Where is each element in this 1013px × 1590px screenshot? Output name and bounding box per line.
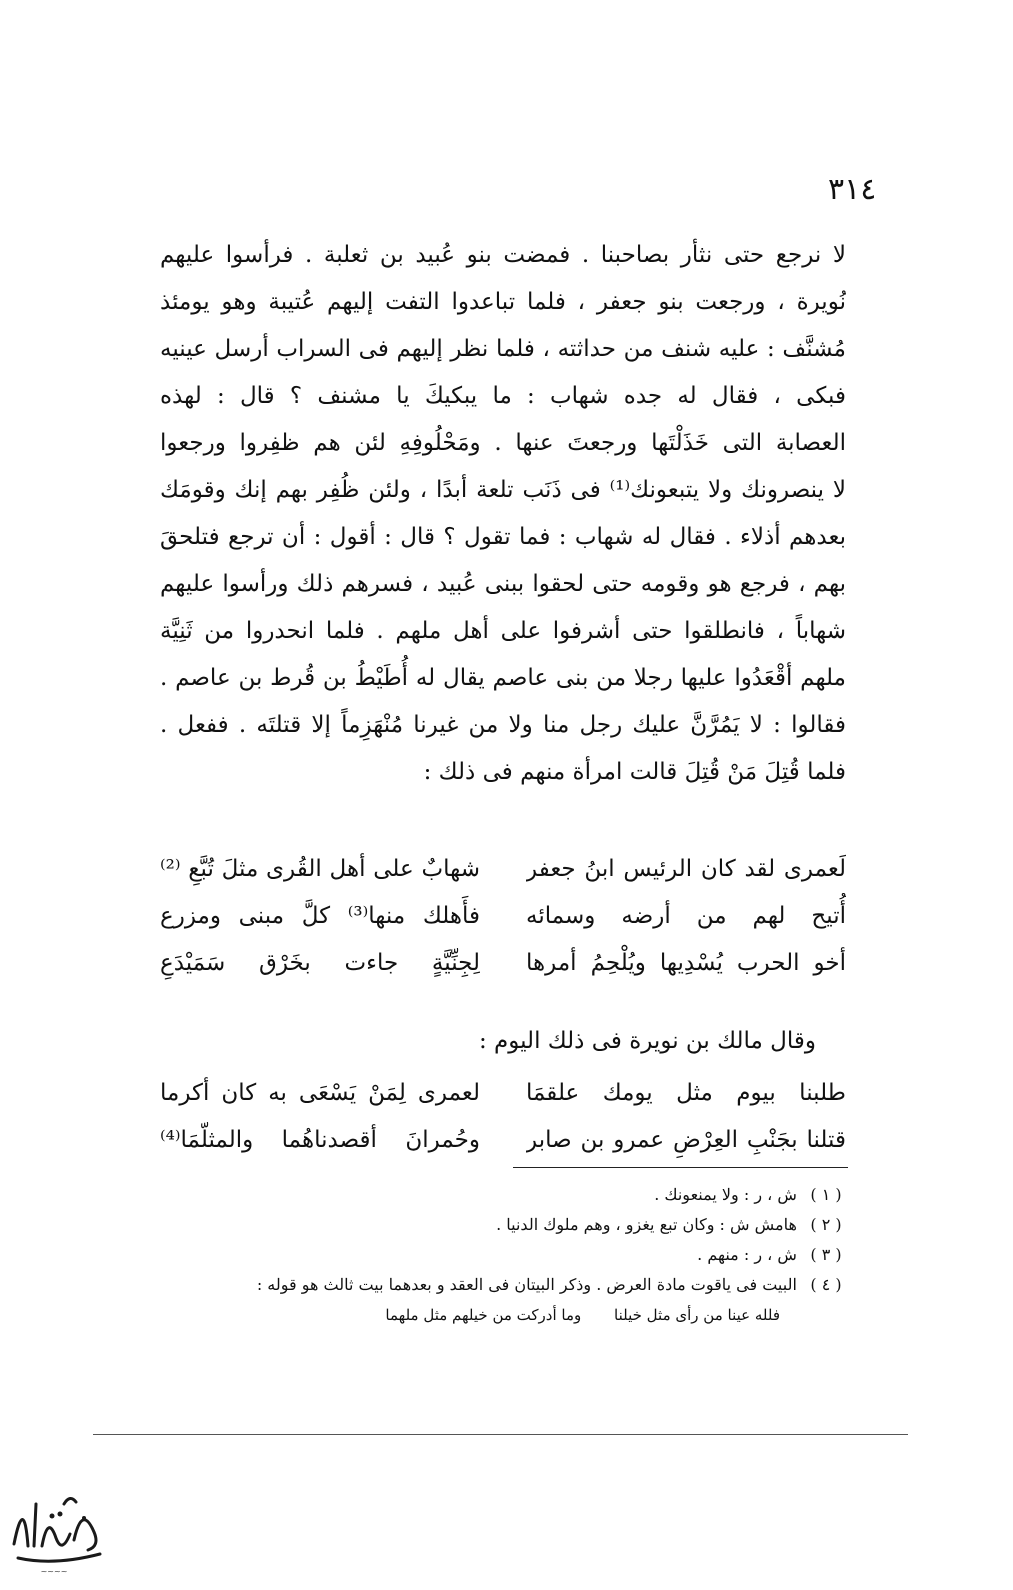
footnote-text: ش ، ر : منهم . [697, 1245, 797, 1264]
paragraph-line: شهاباً ، فانطلقوا حتى أشرفوا على أهل ملهم . فلما انحدروا من ثَنِيَّة [160, 618, 846, 644]
footnote [200, 1210, 850, 1240]
calligraphic-seal-icon [4, 1474, 108, 1578]
footnote-text: هامش ش : وكان تبع يغزو ، وهم ملوك الدنيا . [496, 1215, 797, 1234]
paragraph-line: فلما قُتِلَ مَنْ قُتِلَ قالت امرأة منهم فى ذلك : [423, 759, 846, 785]
paragraph-line: فبكى ، فقال له جده شهاب : ما يبكيكَ يا مشنف ؟ قال : لهذه [160, 383, 846, 409]
verse-first-hemistich: أُتيح لهم من أرضه وسمائه [526, 903, 846, 929]
paragraph-line: لا نرجع حتى نثأر بصاحبنا . فمضت بنو عُبيد بن ثعلبة . فرأسوا عليهم [160, 242, 846, 268]
poem-verse [160, 940, 846, 987]
verse-second-hemistich: شهابٌ على أهل القُرى مثلَ تُبَّعِ ⁽²⁾ [160, 856, 480, 882]
footnote-verse-second: وما أدركت من خيلهم مثل ملهما [385, 1306, 582, 1324]
verse-first-hemistich: أخو الحرب يُسْدِيها ويُلْحِمُ أمرها [526, 950, 846, 976]
poem-first [160, 846, 846, 987]
poem-verse [160, 893, 846, 940]
footnote-number: ( ١ ) [810, 1185, 842, 1204]
footnote-divider [513, 1167, 848, 1168]
footnotes [200, 1180, 850, 1330]
footnote [200, 1270, 850, 1300]
seal-caption: ~~~~ [40, 1567, 68, 1576]
footnote-verse [200, 1300, 850, 1330]
footnote-text: ش ، ر : ولا يمنعونك . [654, 1185, 797, 1204]
paragraph-line: فقالوا : لا يَمُرَّنَّ عليك رجل منا ولا من غيرنا مُنْهَزِماً إلا قتلتَه . ففعل . [160, 712, 846, 738]
poem-verse [160, 846, 846, 893]
narration-line: وقال مالك بن نويرة فى ذلك اليوم : [478, 1028, 816, 1054]
footnote [200, 1180, 850, 1210]
verse-second-hemistich: لعمرى لِمَنْ يَسْعَى به كان أكرما [160, 1080, 480, 1106]
verse-first-hemistich: قتلنا بجَنْبِ العِرْضِ عمرو بن صابر [526, 1127, 846, 1153]
footnote-number: ( ٢ ) [810, 1215, 842, 1234]
seal-drawing [4, 1474, 108, 1578]
footnote-number: ( ٤ ) [810, 1275, 842, 1294]
poem-verse [160, 1117, 846, 1164]
bottom-divider [93, 1434, 908, 1435]
paragraph-line: ملهم أقْعَدُوا عليها رجلا من بنى عاصم يقال له أُطَيْطُ بن قُرط بن عاصم . [160, 665, 846, 691]
paragraph-line: بهم ، فرجع هو وقومه حتى لحقوا ببنى عُبيد ، فسرهم ذلك ورأسوا عليهم [160, 571, 846, 597]
paragraph-line: العصابة التى خَذَلْتَها ورجعتَ عنها . ومَحْلُوفِهِ لئن هم ظفِروا ورجعوا [160, 430, 846, 456]
verse-second-hemistich: لِجِنِّيَّةٍ جاءت بخَرْق سَمَيْدَعِ [160, 950, 480, 976]
verse-first-hemistich: لَعمرى لقد كان الرئيس ابنُ جعفر [526, 856, 846, 882]
page-number: ٣١٤ [828, 172, 877, 207]
paragraph-line: نُويرة ، ورجعت بنو جعفر ، فلما تباعدوا التفت إليهم عُتيبة وهو يومئذ [160, 289, 846, 315]
main-paragraph [160, 232, 846, 796]
paragraph-line: لا ينصرونك ولا يتبعونك⁽¹⁾ فى ذَنَب تلعة أبدًا ، ولئن ظُفِر بهم إنك وقومَك [160, 477, 846, 503]
footnote-verse-first: فلله عينا من رأى مثل خيلنا [614, 1306, 780, 1324]
verse-second-hemistich: وحُمرانَ أقصدناهُما والمثلّمَا⁽⁴⁾ [160, 1127, 480, 1153]
footnote-number: ( ٣ ) [810, 1245, 842, 1264]
verse-first-hemistich: طلبنا بيوم مثل يومك علقمَا [526, 1080, 846, 1106]
paragraph-line: بعدهم أذلاء . فقال له شهاب : فما تقول ؟ قال : أقول : أن ترجع فتلحقَ [160, 524, 846, 550]
poem-verse [160, 1070, 846, 1117]
footnote [200, 1240, 850, 1270]
poem-second [160, 1070, 846, 1164]
footnote-text: البيت فى ياقوت مادة العرض . وذكر البيتان فى العقد و بعدهما بيت ثالث هو قوله : [256, 1275, 797, 1294]
verse-second-hemistich: فأَهلك منها⁽³⁾ كلَّ مبنى ومزرع [160, 903, 480, 929]
paragraph-line: مُشنَّف : عليه شنف من حداثته ، فلما نظر إليهم فى السراب أرسل عينيه [160, 336, 846, 362]
